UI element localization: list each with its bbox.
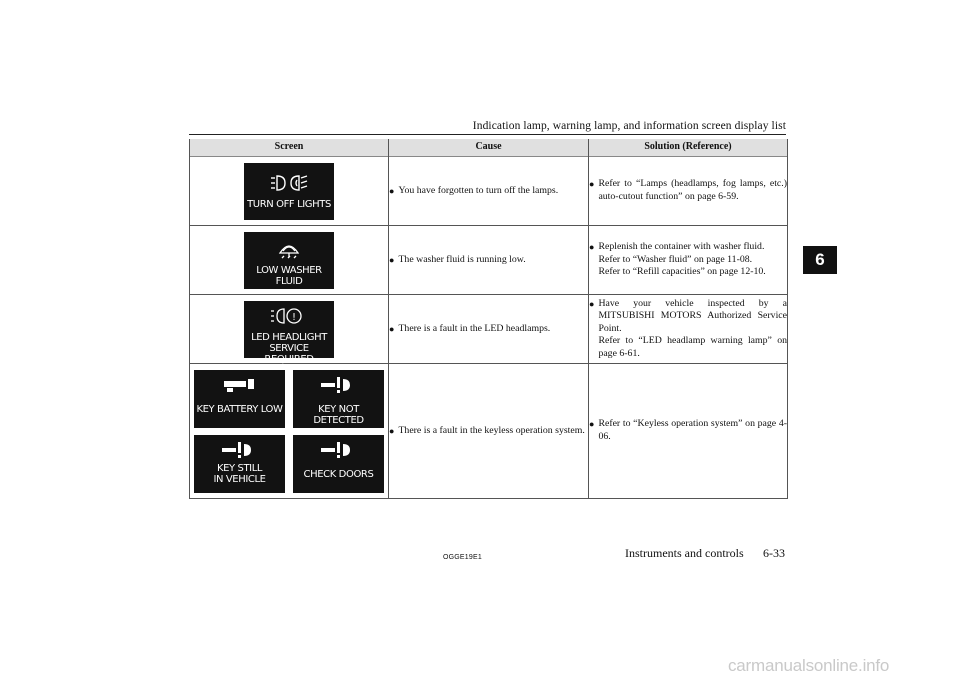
bullet-icon: ● <box>389 254 395 265</box>
header-rule <box>189 134 786 135</box>
display-screen <box>244 232 334 289</box>
display-label: KEY NOT DETECTED <box>313 403 364 426</box>
solution-text: Refer to “Washer fluid” on page 11-08. <box>598 253 753 265</box>
display-screen <box>293 435 384 493</box>
bullet-icon: ● <box>589 179 595 190</box>
bullet-icon: ● <box>389 425 395 436</box>
table-row <box>190 295 788 364</box>
screen-cell <box>190 226 389 295</box>
display-label: LED HEADLIGHT <box>251 331 327 343</box>
cause-cell <box>389 364 589 499</box>
table-row <box>190 226 788 295</box>
table-header-row <box>190 139 788 157</box>
display-label: KEY STILL <box>216 462 263 474</box>
key-display-grid <box>190 370 388 493</box>
running-head-title: Indication lamp, warning lamp, and information screen display list <box>472 120 786 132</box>
watermark: carmanualsonline.info <box>728 656 890 675</box>
table-row <box>190 157 788 226</box>
washer-fluid-icon <box>244 237 334 259</box>
solution-cell <box>589 364 788 499</box>
display-label: CHECK DOORS <box>303 468 374 480</box>
led-headlamp-warning-icon <box>244 304 334 326</box>
display-list-table <box>189 139 788 499</box>
solution-text: Refer to “Lamps (headlamps, fog lamps, etc.) auto-cutout function” on page 6-59. <box>598 178 787 202</box>
column-header-screen: Screen <box>190 139 389 157</box>
solution-cell <box>589 226 788 295</box>
solution-cell <box>589 157 788 226</box>
display-label: TURN OFF LIGHTS <box>247 198 331 210</box>
bullet-icon: ● <box>389 323 395 334</box>
display-screen <box>293 370 384 428</box>
bullet-icon: ● <box>589 298 595 309</box>
page-number: 6-33 <box>763 546 785 560</box>
display-label: KEY BATTERY LOW <box>196 403 283 415</box>
footer-section-title: Instruments and controls <box>625 546 744 560</box>
display-screen <box>244 163 334 220</box>
svg-text:!: ! <box>291 311 297 323</box>
solution-text: Refer to “Refill capacities” on page 12-10. <box>598 266 766 278</box>
cause-text: You have forgotten to turn off the lamps. <box>398 184 559 196</box>
display-screen <box>194 370 285 428</box>
key-in-vehicle-icon <box>194 441 285 459</box>
display-label: IN VEHICLE <box>213 473 266 485</box>
screen-cell <box>190 364 389 499</box>
key-warning-icon <box>293 376 384 394</box>
key-battery-icon <box>194 378 285 394</box>
solution-text: Replenish the container with washer fluid. <box>598 241 765 253</box>
screen-cell <box>190 295 389 364</box>
cause-text: The washer fluid is running low. <box>398 253 526 265</box>
solution-text: Have your vehicle inspected by a MITSUBISHI MOTORS Authorized Service Point. <box>598 297 787 334</box>
cause-cell <box>389 295 589 364</box>
solution-text: Refer to “LED headlamp warning lamp” on page 6-61. <box>598 335 787 359</box>
solution-cell <box>589 295 788 364</box>
cause-text: There is a fault in the LED headlamps. <box>398 322 551 334</box>
column-header-cause: Cause <box>389 139 589 157</box>
table-row <box>190 364 788 499</box>
headlamp-fog-lamp-icon <box>244 172 334 192</box>
column-header-solution: Solution (Reference) <box>589 139 788 157</box>
document-code: OGGE19E1 <box>443 554 482 561</box>
chapter-tab[interactable]: 6 <box>803 246 837 274</box>
display-screen <box>194 435 285 493</box>
bullet-icon: ● <box>589 242 595 253</box>
key-warning-icon <box>293 441 384 459</box>
cause-text: There is a fault in the keyless operation system. <box>398 424 585 436</box>
bullet-icon: ● <box>589 419 595 430</box>
display-label: LOW WASHER FLUID <box>256 264 322 287</box>
screen-cell <box>190 157 389 226</box>
display-screen <box>244 301 334 365</box>
cause-cell <box>389 226 589 295</box>
cause-cell <box>389 157 589 226</box>
bullet-icon: ● <box>389 185 395 196</box>
solution-text: Refer to “Keyless operation system” on page 4-06. <box>598 418 787 442</box>
display-label: SERVICE REQUIRED <box>264 342 314 365</box>
